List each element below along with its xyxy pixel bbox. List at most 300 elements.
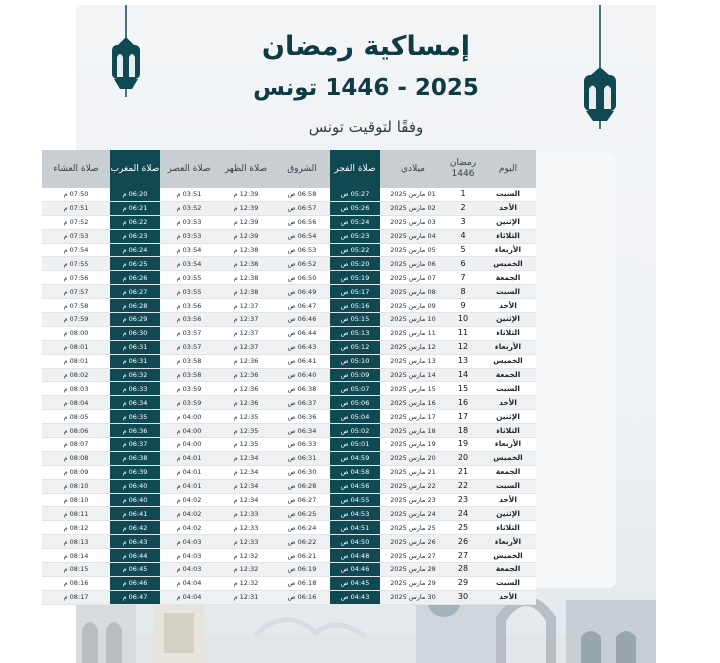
cell-day: الثلاثاء [480, 229, 536, 243]
cell-maghrib: 06:38 م [110, 451, 160, 465]
table-row [42, 188, 536, 201]
cell-num: 11 [446, 326, 480, 340]
cell-isha: 08:02 م [42, 368, 110, 382]
cell-num: 7 [446, 271, 480, 285]
cell-num: 1 [446, 188, 480, 201]
cell-isha: 08:09 م [42, 465, 110, 479]
cell-sunrise: 06:52 ص [274, 257, 330, 271]
cell-fajr: 05:12 ص [330, 340, 380, 354]
cell-num: 16 [446, 396, 480, 410]
cell-isha: 08:01 م [42, 340, 110, 354]
cell-sunrise: 06:34 ص [274, 424, 330, 438]
cell-dhuhr: 12:37 م [218, 340, 274, 354]
cell-sunrise: 06:19 ص [274, 563, 330, 577]
cell-num: 23 [446, 493, 480, 507]
cell-greg: 18 مارس 2025 [380, 424, 446, 438]
cell-day: السبت [480, 188, 536, 201]
cell-dhuhr: 12:34 م [218, 451, 274, 465]
table-row [42, 438, 536, 452]
cell-fajr: 05:13 ص [330, 326, 380, 340]
cell-maghrib: 06:45 م [110, 563, 160, 577]
cell-num: 19 [446, 438, 480, 452]
cell-asr: 04:03 م [160, 535, 218, 549]
table-row [42, 299, 536, 313]
cell-fajr: 05:04 ص [330, 410, 380, 424]
cell-greg: 26 مارس 2025 [380, 535, 446, 549]
cell-sunrise: 06:31 ص [274, 451, 330, 465]
cell-day: الخميس [480, 257, 536, 271]
cell-day: السبت [480, 382, 536, 396]
cell-fajr: 05:27 ص [330, 188, 380, 201]
cell-sunrise: 06:58 ص [274, 188, 330, 201]
cell-isha: 08:04 م [42, 396, 110, 410]
cell-fajr: 05:02 ص [330, 424, 380, 438]
cell-sunrise: 06:30 ص [274, 465, 330, 479]
cell-num: 14 [446, 368, 480, 382]
cell-maghrib: 06:47 م [110, 590, 160, 604]
cell-asr: 04:02 م [160, 521, 218, 535]
cell-isha: 07:54 م [42, 243, 110, 257]
cell-num: 26 [446, 535, 480, 549]
cell-dhuhr: 12:39 م [218, 215, 274, 229]
cell-sunrise: 06:22 ص [274, 535, 330, 549]
cell-greg: 20 مارس 2025 [380, 451, 446, 465]
table-row [42, 257, 536, 271]
cell-maghrib: 06:23 م [110, 229, 160, 243]
cell-asr: 03:58 م [160, 368, 218, 382]
cell-greg: 27 مارس 2025 [380, 549, 446, 563]
table-row [42, 229, 536, 243]
cell-fajr: 05:20 ص [330, 257, 380, 271]
cell-sunrise: 06:43 ص [274, 340, 330, 354]
cell-greg: 17 مارس 2025 [380, 410, 446, 424]
cell-fajr: 04:51 ص [330, 521, 380, 535]
cell-maghrib: 06:41 م [110, 507, 160, 521]
cell-dhuhr: 12:34 م [218, 465, 274, 479]
cell-day: الأربعاء [480, 340, 536, 354]
cell-sunrise: 06:36 ص [274, 410, 330, 424]
cell-isha: 08:00 م [42, 326, 110, 340]
cell-asr: 04:01 م [160, 451, 218, 465]
cell-asr: 03:56 م [160, 299, 218, 313]
cell-num: 5 [446, 243, 480, 257]
cell-day: الأربعاء [480, 243, 536, 257]
cell-maghrib: 06:33 م [110, 382, 160, 396]
cell-greg: 09 مارس 2025 [380, 299, 446, 313]
cell-asr: 03:55 م [160, 285, 218, 299]
cell-greg: 29 مارس 2025 [380, 576, 446, 590]
cell-sunrise: 06:41 ص [274, 354, 330, 368]
cell-day: السبت [480, 576, 536, 590]
cell-day: الأحد [480, 590, 536, 604]
page-title: إمساكية رمضان [261, 31, 471, 62]
cell-day: الإثنين [480, 215, 536, 229]
cell-isha: 07:50 م [42, 188, 110, 201]
cell-dhuhr: 12:37 م [218, 313, 274, 327]
cell-isha: 08:17 م [42, 590, 110, 604]
cell-asr: 04:00 م [160, 410, 218, 424]
cell-asr: 03:59 م [160, 382, 218, 396]
cell-dhuhr: 12:39 م [218, 188, 274, 201]
cell-num: 6 [446, 257, 480, 271]
cell-fajr: 05:16 ص [330, 299, 380, 313]
cell-maghrib: 06:27 م [110, 285, 160, 299]
cell-asr: 04:00 م [160, 424, 218, 438]
cell-fajr: 05:06 ص [330, 396, 380, 410]
cell-isha: 08:10 م [42, 493, 110, 507]
col-header-isha: صلاة العشاء [42, 150, 110, 188]
cell-dhuhr: 12:39 م [218, 201, 274, 215]
cell-dhuhr: 12:35 م [218, 410, 274, 424]
cell-num: 9 [446, 299, 480, 313]
cell-dhuhr: 12:37 م [218, 326, 274, 340]
cell-num: 3 [446, 215, 480, 229]
cell-fajr: 05:24 ص [330, 215, 380, 229]
cell-asr: 03:54 م [160, 257, 218, 271]
cell-dhuhr: 12:36 م [218, 396, 274, 410]
table-row [42, 479, 536, 493]
cell-asr: 04:01 م [160, 479, 218, 493]
cell-dhuhr: 12:34 م [218, 493, 274, 507]
cell-greg: 02 مارس 2025 [380, 201, 446, 215]
table-row [42, 410, 536, 424]
cell-greg: 14 مارس 2025 [380, 368, 446, 382]
cell-greg: 24 مارس 2025 [380, 507, 446, 521]
cell-isha: 08:11 م [42, 507, 110, 521]
table-row [42, 368, 536, 382]
cell-isha: 08:01 م [42, 354, 110, 368]
cell-sunrise: 06:25 ص [274, 507, 330, 521]
cell-dhuhr: 12:37 م [218, 299, 274, 313]
cell-num: 8 [446, 285, 480, 299]
cell-greg: 22 مارس 2025 [380, 479, 446, 493]
cell-dhuhr: 12:35 م [218, 424, 274, 438]
cell-maghrib: 06:42 م [110, 521, 160, 535]
table-row [42, 563, 536, 577]
cell-greg: 03 مارس 2025 [380, 215, 446, 229]
cell-maghrib: 06:22 م [110, 215, 160, 229]
cell-dhuhr: 12:38 م [218, 257, 274, 271]
cell-maghrib: 06:34 م [110, 396, 160, 410]
cell-asr: 03:51 م [160, 188, 218, 201]
cell-dhuhr: 12:32 م [218, 549, 274, 563]
cell-num: 15 [446, 382, 480, 396]
cell-day: السبت [480, 285, 536, 299]
cell-num: 20 [446, 451, 480, 465]
cell-sunrise: 06:18 ص [274, 576, 330, 590]
table-row [42, 451, 536, 465]
cell-greg: 16 مارس 2025 [380, 396, 446, 410]
cell-isha: 07:58 م [42, 299, 110, 313]
table-row [42, 424, 536, 438]
cell-sunrise: 06:33 ص [274, 438, 330, 452]
cell-fajr: 04:55 ص [330, 493, 380, 507]
cell-asr: 04:04 م [160, 590, 218, 604]
cell-sunrise: 06:28 ص [274, 479, 330, 493]
cell-asr: 03:58 م [160, 354, 218, 368]
cell-asr: 03:54 م [160, 243, 218, 257]
cell-asr: 03:59 م [160, 396, 218, 410]
cell-isha: 07:55 م [42, 257, 110, 271]
cell-maghrib: 06:40 م [110, 493, 160, 507]
cell-isha: 08:16 م [42, 576, 110, 590]
cell-asr: 03:56 م [160, 313, 218, 327]
cell-maghrib: 06:26 م [110, 271, 160, 285]
cell-sunrise: 06:16 ص [274, 590, 330, 604]
table-row [42, 201, 536, 215]
cell-isha: 08:05 م [42, 410, 110, 424]
cell-dhuhr: 12:33 م [218, 535, 274, 549]
cell-num: 13 [446, 354, 480, 368]
cell-fajr: 05:19 ص [330, 271, 380, 285]
lantern-right-icon [578, 5, 622, 135]
cell-day: الجمعة [480, 368, 536, 382]
cell-fajr: 04:50 ص [330, 535, 380, 549]
cell-isha: 08:07 م [42, 438, 110, 452]
cell-dhuhr: 12:36 م [218, 354, 274, 368]
cell-day: الإثنين [480, 313, 536, 327]
cell-dhuhr: 12:32 م [218, 576, 274, 590]
cell-fajr: 04:59 ص [330, 451, 380, 465]
cell-fajr: 04:56 ص [330, 479, 380, 493]
cell-maghrib: 06:46 م [110, 576, 160, 590]
cell-asr: 03:55 م [160, 271, 218, 285]
cell-dhuhr: 12:39 م [218, 229, 274, 243]
cell-dhuhr: 12:33 م [218, 521, 274, 535]
col-header-sunrise: الشروق [274, 150, 330, 188]
table-row [42, 590, 536, 604]
table-row [42, 465, 536, 479]
cell-sunrise: 06:56 ص [274, 215, 330, 229]
cell-fajr: 05:22 ص [330, 243, 380, 257]
cell-day: الثلاثاء [480, 521, 536, 535]
cell-fajr: 04:45 ص [330, 576, 380, 590]
cell-fajr: 05:09 ص [330, 368, 380, 382]
cell-fajr: 05:01 ص [330, 438, 380, 452]
cell-isha: 08:13 م [42, 535, 110, 549]
cell-day: الثلاثاء [480, 326, 536, 340]
cell-dhuhr: 12:34 م [218, 479, 274, 493]
cell-isha: 07:53 م [42, 229, 110, 243]
cell-fajr: 05:10 ص [330, 354, 380, 368]
table-row [42, 215, 536, 229]
cell-asr: 04:02 م [160, 507, 218, 521]
table-row [42, 576, 536, 590]
cell-fajr: 05:17 ص [330, 285, 380, 299]
cell-asr: 04:03 م [160, 549, 218, 563]
cell-day: الأحد [480, 396, 536, 410]
cell-num: 24 [446, 507, 480, 521]
cell-maghrib: 06:24 م [110, 243, 160, 257]
cell-fajr: 05:26 ص [330, 201, 380, 215]
cell-day: الأحد [480, 201, 536, 215]
cell-isha: 08:15 م [42, 563, 110, 577]
cell-sunrise: 06:57 ص [274, 201, 330, 215]
cell-sunrise: 06:49 ص [274, 285, 330, 299]
cell-greg: 28 مارس 2025 [380, 563, 446, 577]
cell-greg: 19 مارس 2025 [380, 438, 446, 452]
cell-day: الإثنين [480, 410, 536, 424]
cell-maghrib: 06:35 م [110, 410, 160, 424]
table-row [42, 354, 536, 368]
cell-num: 28 [446, 563, 480, 577]
cell-isha: 07:59 م [42, 313, 110, 327]
cell-maghrib: 06:32 م [110, 368, 160, 382]
cell-asr: 03:53 م [160, 215, 218, 229]
cell-greg: 01 مارس 2025 [380, 188, 446, 201]
cell-day: الخميس [480, 354, 536, 368]
cell-asr: 04:00 م [160, 438, 218, 452]
col-header-day: اليوم [480, 150, 536, 188]
cell-sunrise: 06:47 ص [274, 299, 330, 313]
table-header-row [42, 150, 536, 188]
cell-day: الأحد [480, 299, 536, 313]
col-header-maghrib: صلاة المغرب [110, 150, 160, 188]
cell-asr: 04:02 م [160, 493, 218, 507]
cell-sunrise: 06:38 ص [274, 382, 330, 396]
cell-day: الخميس [480, 549, 536, 563]
cell-num: 18 [446, 424, 480, 438]
cell-greg: 10 مارس 2025 [380, 313, 446, 327]
table-row [42, 340, 536, 354]
cell-day: الأربعاء [480, 438, 536, 452]
cell-maghrib: 06:43 م [110, 535, 160, 549]
cell-greg: 21 مارس 2025 [380, 465, 446, 479]
cell-num: 10 [446, 313, 480, 327]
cell-fajr: 04:43 ص [330, 590, 380, 604]
cell-asr: 03:53 م [160, 229, 218, 243]
cell-fajr: 05:07 ص [330, 382, 380, 396]
cell-asr: 03:52 م [160, 201, 218, 215]
table-row [42, 271, 536, 285]
table-row [42, 326, 536, 340]
timezone-note: وفقًا لتوقيت تونس [308, 118, 424, 136]
cell-isha: 08:08 م [42, 451, 110, 465]
cell-isha: 08:12 م [42, 521, 110, 535]
cell-greg: 04 مارس 2025 [380, 229, 446, 243]
cell-num: 21 [446, 465, 480, 479]
table-row [42, 313, 536, 327]
cell-isha: 08:06 م [42, 424, 110, 438]
table-row [42, 507, 536, 521]
cell-fajr: 05:15 ص [330, 313, 380, 327]
table-row [42, 285, 536, 299]
cell-fajr: 05:23 ص [330, 229, 380, 243]
cell-maghrib: 06:30 م [110, 326, 160, 340]
table-row [42, 493, 536, 507]
cell-maghrib: 06:25 م [110, 257, 160, 271]
cell-greg: 11 مارس 2025 [380, 326, 446, 340]
cell-greg: 15 مارس 2025 [380, 382, 446, 396]
cell-num: 29 [446, 576, 480, 590]
cell-greg: 08 مارس 2025 [380, 285, 446, 299]
cell-day: الجمعة [480, 271, 536, 285]
cell-greg: 06 مارس 2025 [380, 257, 446, 271]
cell-greg: 07 مارس 2025 [380, 271, 446, 285]
cell-greg: 12 مارس 2025 [380, 340, 446, 354]
col-header-asr: صلاة العصر [160, 150, 218, 188]
cell-sunrise: 06:44 ص [274, 326, 330, 340]
cell-day: الجمعة [480, 563, 536, 577]
cell-day: السبت [480, 479, 536, 493]
cell-fajr: 04:48 ص [330, 549, 380, 563]
cell-sunrise: 06:37 ص [274, 396, 330, 410]
table-row [42, 549, 536, 563]
cell-isha: 07:57 م [42, 285, 110, 299]
cell-day: الإثنين [480, 507, 536, 521]
cell-greg: 23 مارس 2025 [380, 493, 446, 507]
cell-maghrib: 06:44 م [110, 549, 160, 563]
table-row [42, 396, 536, 410]
cell-isha: 07:56 م [42, 271, 110, 285]
col-header-fajr: صلاة الفجر [330, 150, 380, 188]
cell-num: 17 [446, 410, 480, 424]
cell-sunrise: 06:54 ص [274, 229, 330, 243]
cell-day: الأحد [480, 493, 536, 507]
cell-fajr: 04:53 ص [330, 507, 380, 521]
cell-sunrise: 06:50 ص [274, 271, 330, 285]
cell-fajr: 04:46 ص [330, 563, 380, 577]
cell-greg: 13 مارس 2025 [380, 354, 446, 368]
cell-day: الأربعاء [480, 535, 536, 549]
col-header-ramadan-day: رمضان 1446 [446, 150, 480, 188]
cell-dhuhr: 12:32 م [218, 563, 274, 577]
cell-greg: 25 مارس 2025 [380, 521, 446, 535]
cell-day: الخميس [480, 451, 536, 465]
cell-greg: 30 مارس 2025 [380, 590, 446, 604]
cell-sunrise: 06:21 ص [274, 549, 330, 563]
table-row [42, 243, 536, 257]
cell-dhuhr: 12:38 م [218, 271, 274, 285]
cell-num: 25 [446, 521, 480, 535]
cell-isha: 08:10 م [42, 479, 110, 493]
cell-dhuhr: 12:38 م [218, 243, 274, 257]
col-header-gregorian: ميلادي [380, 150, 446, 188]
cell-asr: 04:03 م [160, 563, 218, 577]
cell-maghrib: 06:37 م [110, 438, 160, 452]
cell-fajr: 04:58 ص [330, 465, 380, 479]
cell-isha: 07:51 م [42, 201, 110, 215]
cell-asr: 04:01 م [160, 465, 218, 479]
table-row [42, 521, 536, 535]
table-row [42, 535, 536, 549]
prayer-times-table [42, 150, 536, 605]
cell-maghrib: 06:29 م [110, 313, 160, 327]
cell-sunrise: 06:46 ص [274, 313, 330, 327]
cell-asr: 03:57 م [160, 326, 218, 340]
cell-asr: 03:57 م [160, 340, 218, 354]
cell-isha: 07:52 م [42, 215, 110, 229]
cell-num: 27 [446, 549, 480, 563]
cell-num: 22 [446, 479, 480, 493]
cell-num: 2 [446, 201, 480, 215]
cell-maghrib: 06:36 م [110, 424, 160, 438]
cell-maghrib: 06:31 م [110, 340, 160, 354]
cell-dhuhr: 12:36 م [218, 382, 274, 396]
cell-asr: 04:04 م [160, 576, 218, 590]
cell-isha: 08:03 م [42, 382, 110, 396]
cell-isha: 08:14 م [42, 549, 110, 563]
cell-sunrise: 06:24 ص [274, 521, 330, 535]
cell-maghrib: 06:40 م [110, 479, 160, 493]
cell-dhuhr: 12:33 م [218, 507, 274, 521]
page-subtitle-year: 2025 - 1446 تونس [253, 75, 479, 101]
cell-sunrise: 06:27 ص [274, 493, 330, 507]
cell-maghrib: 06:21 م [110, 201, 160, 215]
cell-maghrib: 06:28 م [110, 299, 160, 313]
cell-num: 12 [446, 340, 480, 354]
cell-day: الثلاثاء [480, 424, 536, 438]
